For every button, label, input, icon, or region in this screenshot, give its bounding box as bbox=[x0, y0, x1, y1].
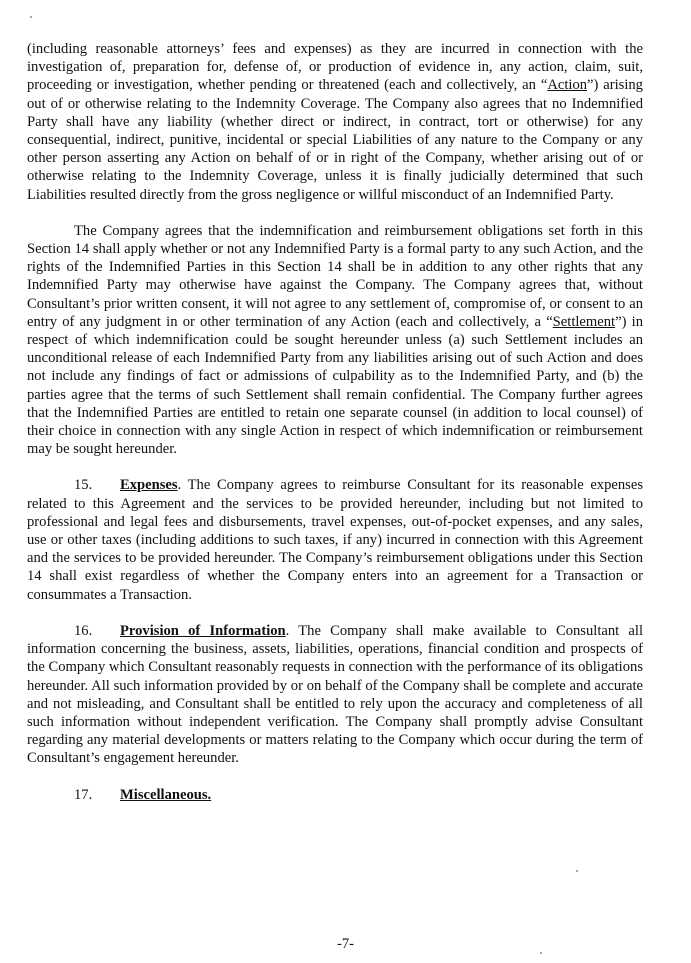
scan-speck bbox=[540, 952, 542, 954]
scan-speck bbox=[30, 16, 32, 18]
section-number: 16. bbox=[74, 622, 93, 639]
section-16-provision-of-information bbox=[27, 622, 643, 768]
paragraph-text: ”) in respect of which indemnification could be sought hereunder unless (a) such Settlement includes an unconditional release of each Indemnified Party from any liabilities arising out of such Action and does not include any findings of fact or admissions of culpability as to the Indemnified Party, and (b) the parties agree that the terms of such Settlement shall remain confidential. The Company further agrees that the Indemnified Parties are entitled to retain one separate counsel (in addition to local counsel) of their choice in connection with any single Action in respect of which indemnification or reimbursement may be sought hereunder. bbox=[27, 313, 643, 458]
document-page bbox=[27, 40, 643, 804]
section-17-miscellaneous bbox=[27, 786, 643, 804]
paragraph-text: ”) arising out of or otherwise relating to the Indemnity Coverage. The Company also agrees that no Indemnified Party shall have any liability (whether direct or indirect, in contract, tort or otherwise) for any consequential, indirect, punitive, incidental or special Liabilities of any nature to the Company or any other person asserting any Action on behalf of or in right of the Company, whether arising out of or otherwise relating to the Indemnity Coverage, unless it is finally judicially determined that such Liabilities resulted directly from the gross negligence or willful misconduct of an Indemnified Party. bbox=[27, 77, 643, 203]
scan-speck bbox=[576, 870, 578, 872]
paragraph-text: The Company agrees that the indemnification and reimbursement obligations set forth in this Section 14 shall apply whether or not any Indemnified Party is a formal party to any such Action, and the rights of the Indemnified Parties in this Section 14 shall be in addition to any other rights that any Indemnified Party may otherwise have against the Company. The Company agrees that, without Consultant’s prior written consent, it will not agree to any settlement of, compromise of, or consent to an entry of any judgment in or other termination of any Action (each and collectively, a “ bbox=[27, 222, 643, 330]
section-number: 17. bbox=[74, 786, 93, 803]
paragraph-settlement bbox=[27, 222, 643, 459]
section-number: 15. bbox=[74, 477, 93, 494]
section-text: . The Company shall make available to Consultant all information concerning the business, assets, liabilities, operations, financial condition and prospects of the Company which Consultant reasonably requests in connection with the performance of its obligations hereunder. All such information provided by or on behalf of the Company shall be complete and accurate and not misleading, and Consultant shall be entitled to rely upon the accuracy and completeness of all such information without independent verification. The Company shall promptly advise Consultant regarding any material developments or matters relating to the Company which occur during the term of Consultant’s engagement hereunder. bbox=[27, 622, 643, 767]
paragraph-indemnity-continued bbox=[27, 40, 643, 204]
section-15-expenses bbox=[27, 476, 643, 603]
defined-term-action: Action bbox=[547, 77, 588, 94]
section-heading: Miscellaneous. bbox=[120, 786, 212, 803]
section-text: . The Company agrees to reimburse Consultant for its reasonable expenses related to this Agreement and the services to be provided hereunder, including but not limited to professional and legal fees and disbursements, travel expenses, out-of-pocket expenses, and any sales, use or other taxes (including additions to such taxes, if any) incurred in connection with this Agreement and the services to be provided hereunder. The Company’s reimbursement obligations under this Section 14 shall exist regardless of whether the Company enters into an agreement for a Transaction or consummates a Transaction. bbox=[27, 477, 643, 603]
section-heading: Expenses bbox=[120, 477, 178, 494]
paragraph-text: (including reasonable attorneys’ fees and expenses) as they are incurred in connection with the investigation of, preparation for, defense of, or production of evidence in, any action, claim, suit, proceeding or investigation, whether pending or threatened (each and collectively, an “ bbox=[27, 41, 643, 94]
page-number: -7- bbox=[336, 936, 355, 952]
defined-term-settlement: Settlement bbox=[552, 313, 616, 330]
section-heading: Provision of Information bbox=[120, 622, 286, 639]
